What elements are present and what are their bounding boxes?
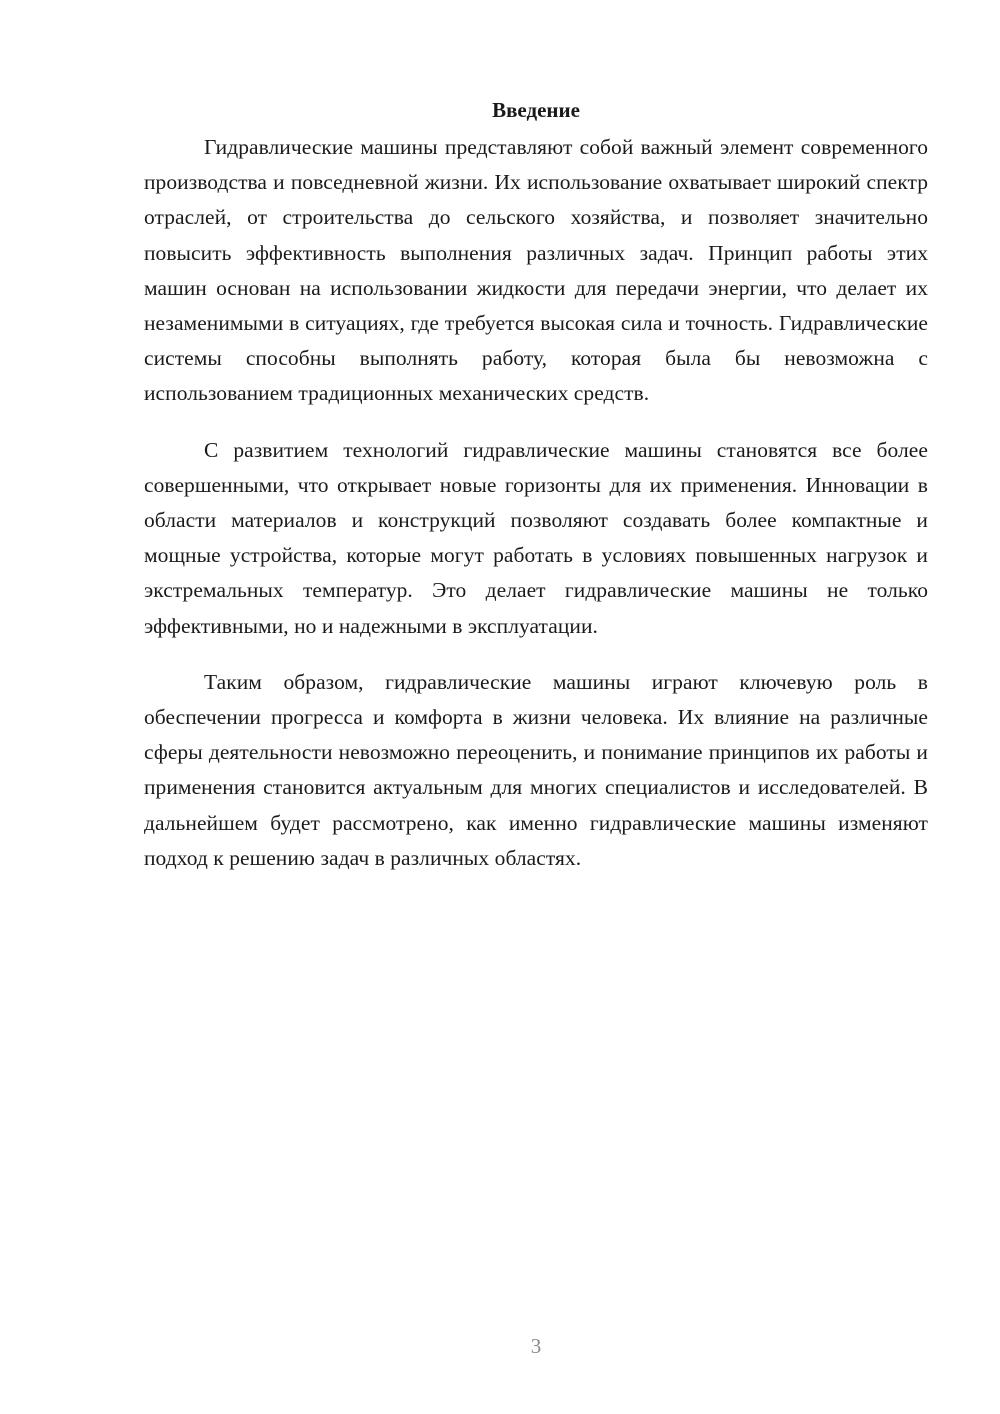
page-number: 3	[530, 1334, 542, 1358]
page-content	[144, 92, 928, 897]
section-title: Введение	[492, 98, 580, 122]
paragraph-2: С развитием технологий гидравлические машины становятся все более совершенными, что открывает новые горизонты для их применения. Инновации в области материалов и конструкций позволяют создавать более компактные и мощные устройства, которые могут работать в условиях повышенных нагрузок и экстремальных температур. Это делает гидравлические машины не только эффективными, но и надежными в эксплуатации.	[144, 437, 928, 638]
paragraph-1: Гидравлические машины представляют собой важный элемент современного производства и повседневной жизни. Их использование охватывает широкий спектр отраслей, от строительства до сельского хозяйства, и позволяет значительно повысить эффективность выполнения различных задач. Принцип работы этих машин основан на использовании жидкости для передачи энергии, что делает их незаменимыми в ситуациях, где требуется высокая сила и точность. Гидравлические системы способны выполнять работу, которая была бы невозможна с использованием традиционных механических средств.	[144, 135, 928, 406]
paragraph-3: Таким образом, гидравлические машины играют ключевую роль в обеспечении прогресса и комфорта в жизни человека. Их влияние на различные сферы деятельности невозможно переоценить, и понимание принципов их работы и применения становится актуальным для многих специалистов и исследователей. В дальнейшем будет рассмотрено, как именно гидравлические машины изменяют подход к решению задач в различных областях.	[144, 669, 928, 870]
